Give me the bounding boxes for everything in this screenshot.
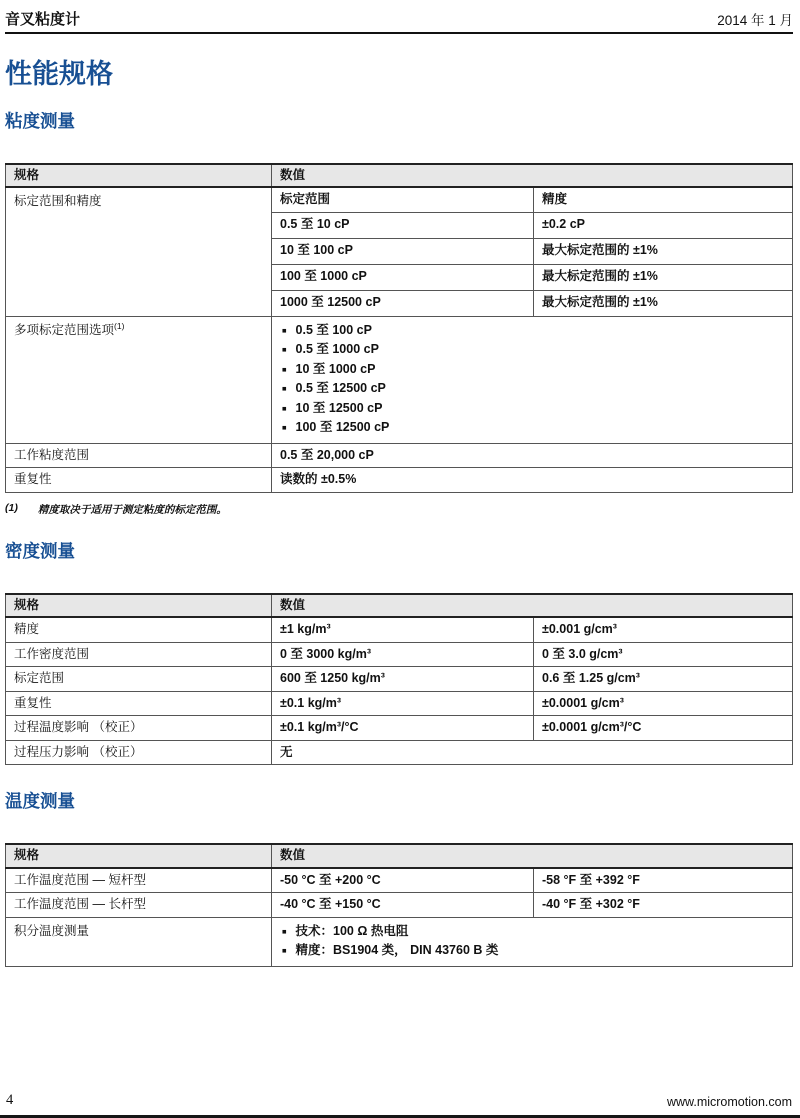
range-cell: 1000 至 12500 cP [272, 290, 534, 316]
viscosity-section-title: 粘度测量 [5, 110, 75, 131]
bullet-text: 技术：100 Ω 热电阻 [295, 923, 409, 938]
range-cell: 10 至 100 cP [272, 238, 534, 264]
document-footer [6, 1092, 792, 1109]
accuracy-cell: 最大标定范围的 ±1% [534, 264, 793, 290]
spec-label-cell: 过程温度影响 （校正） [6, 716, 272, 741]
spec-column-header: 规格 [6, 844, 272, 868]
table-row [6, 917, 793, 966]
multi-range-label: 多项标定范围选项 [14, 322, 115, 337]
document-title: 音叉粘度计 [5, 11, 81, 28]
sub-header-range: 标定范围 [272, 187, 534, 212]
bullet-icon: ■ [282, 364, 287, 374]
spec-column-header: 规格 [6, 164, 272, 188]
metric-value-cell: ±1 kg/m³ [272, 617, 534, 642]
bullet-list-item [282, 360, 784, 380]
table-row [6, 667, 793, 692]
document-date: 2014 年 1 月 [717, 13, 793, 28]
temperature-table [5, 843, 793, 967]
bullet-text: 0.5 至 1000 cP [295, 342, 379, 357]
footnote-marker: (1) [5, 501, 18, 514]
table-row [6, 868, 793, 893]
page-number: 4 [6, 1092, 14, 1108]
bullet-text: 10 至 12500 cP [295, 400, 383, 415]
spec-column-header: 规格 [6, 594, 272, 618]
range-cell: 100 至 1000 cP [272, 264, 534, 290]
table-row [6, 316, 793, 443]
table-row [6, 893, 793, 918]
bullet-list-item [282, 399, 784, 419]
document-header [5, 6, 793, 34]
value-column-header: 数值 [272, 844, 793, 868]
footnote [5, 502, 793, 517]
value-cell: 0.5 至 20,000 cP [272, 443, 793, 468]
value-column-header: 数值 [272, 594, 793, 618]
spec-label-cell: 重复性 [6, 468, 272, 493]
bullet-list-item [282, 379, 784, 399]
multi-range-options-list [280, 320, 784, 440]
metric-value-cell: 600 至 1250 kg/m³ [272, 667, 534, 692]
bullet-text: 0.5 至 12500 cP [295, 381, 386, 396]
sub-header-accuracy: 精度 [534, 187, 793, 212]
spec-label-cell: 标定范围和精度 [6, 187, 272, 316]
bullet-list-item [282, 418, 784, 438]
table-header-row [6, 844, 793, 868]
spec-label-cell: 重复性 [6, 691, 272, 716]
table-row [6, 443, 793, 468]
alt-unit-value-cell: 0 至 3.0 g/cm³ [534, 642, 793, 667]
page-title: 性能规格 [5, 59, 113, 89]
fahrenheit-value-cell: -58 °F 至 +392 °F [534, 868, 793, 893]
bullet-icon: ■ [282, 345, 287, 355]
alt-unit-value-cell: ±0.0001 g/cm³ [534, 691, 793, 716]
bullet-icon: ■ [282, 946, 287, 956]
table-row [6, 716, 793, 741]
celsius-value-cell: -50 °C 至 +200 °C [272, 868, 534, 893]
table-header-row [6, 594, 793, 618]
density-table [5, 593, 793, 766]
bullet-text: 10 至 1000 cP [295, 361, 376, 376]
footnote-reference: (1) [114, 320, 125, 331]
spec-label-cell: 过程压力影响 （校正） [6, 740, 272, 765]
spec-label-cell: 积分温度测量 [6, 917, 272, 966]
bullet-icon: ■ [282, 384, 287, 394]
bullet-list-item [282, 922, 784, 942]
value-cell: 无 [272, 740, 793, 765]
table-header-row [6, 164, 793, 188]
table-row [6, 740, 793, 765]
fahrenheit-value-cell: -40 °F 至 +302 °F [534, 893, 793, 918]
metric-value-cell: ±0.1 kg/m³ [272, 691, 534, 716]
alt-unit-value-cell: ±0.0001 g/cm³/°C [534, 716, 793, 741]
table-row [6, 691, 793, 716]
temperature-section [5, 791, 793, 967]
bullet-icon: ■ [282, 403, 287, 413]
accuracy-cell: ±0.2 cP [534, 212, 793, 238]
range-cell: 0.5 至 10 cP [272, 212, 534, 238]
viscosity-table [5, 163, 793, 493]
metric-value-cell: ±0.1 kg/m³/°C [272, 716, 534, 741]
metric-value-cell: 0 至 3000 kg/m³ [272, 642, 534, 667]
bullet-text: 精度：BS1904 类， DIN 43760 B 类 [295, 943, 499, 958]
alt-unit-value-cell: ±0.001 g/cm³ [534, 617, 793, 642]
bullet-icon: ■ [282, 926, 287, 936]
density-section [5, 541, 793, 766]
density-section-title: 密度测量 [5, 540, 75, 561]
spec-label-cell: 工作密度范围 [6, 642, 272, 667]
spec-label-cell: 标定范围 [6, 667, 272, 692]
table-row [6, 642, 793, 667]
value-column-header: 数值 [272, 164, 793, 188]
bullet-icon: ■ [282, 423, 287, 433]
value-cell [272, 316, 793, 443]
spec-label-cell: 工作温度范围 — 长杆型 [6, 893, 272, 918]
viscosity-section [5, 111, 793, 517]
table-row [6, 468, 793, 493]
celsius-value-cell: -40 °C 至 +150 °C [272, 893, 534, 918]
temperature-measurement-list [280, 921, 784, 963]
spec-label-cell: 精度 [6, 617, 272, 642]
spec-label-cell: 工作温度范围 — 短杆型 [6, 868, 272, 893]
table-row [6, 617, 793, 642]
table-row [6, 187, 793, 212]
bullet-text: 100 至 12500 cP [295, 420, 390, 435]
value-cell [272, 917, 793, 966]
bullet-text: 0.5 至 100 cP [295, 322, 372, 337]
website-url: www.micromotion.com [666, 1095, 792, 1109]
spec-label-cell: 工作粘度范围 [6, 443, 272, 468]
footnote-text: 精度取决于适用于测定粘度的标定范围。 [37, 503, 227, 516]
temperature-section-title: 温度测量 [5, 791, 75, 812]
bullet-list-item [282, 321, 784, 341]
accuracy-cell: 最大标定范围的 ±1% [534, 290, 793, 316]
accuracy-cell: 最大标定范围的 ±1% [534, 238, 793, 264]
spec-label-cell [6, 316, 272, 443]
alt-unit-value-cell: 0.6 至 1.25 g/cm³ [534, 667, 793, 692]
bullet-list-item [282, 340, 784, 360]
bullet-icon: ■ [282, 325, 287, 335]
value-cell: 读数的 ±0.5% [272, 468, 793, 493]
bullet-list-item [282, 941, 784, 961]
